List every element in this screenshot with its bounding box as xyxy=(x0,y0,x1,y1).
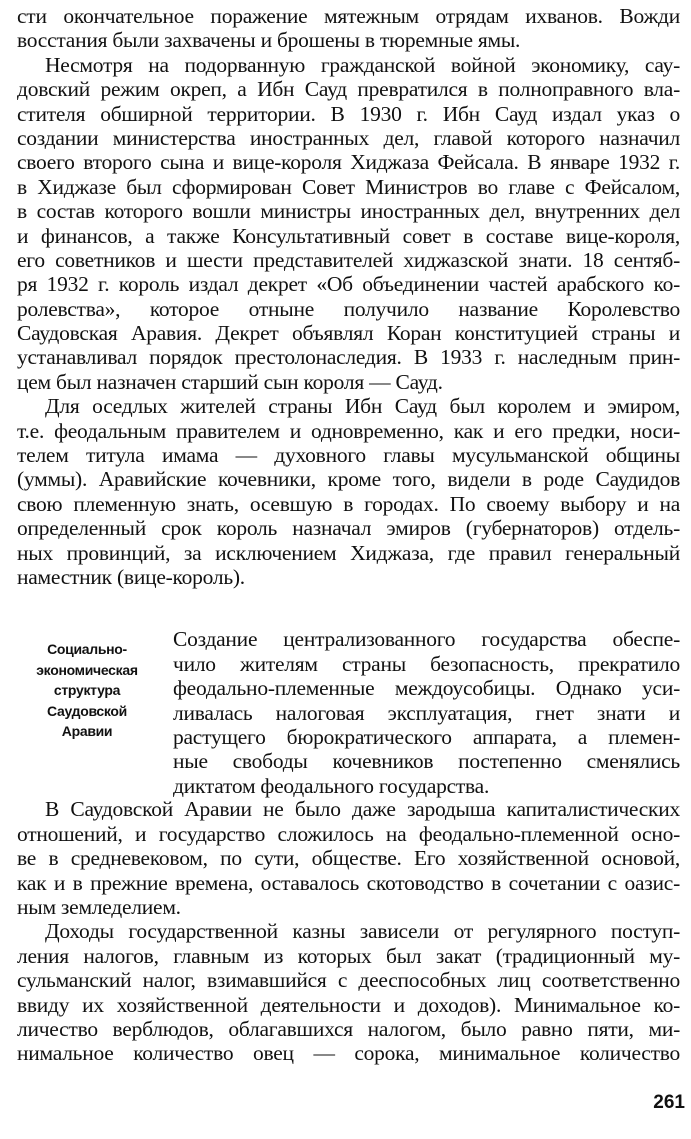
margin-heading-line: экономическая xyxy=(36,661,138,678)
text-line: нимальное количество овец — сорока, минимальное количество xyxy=(17,1041,680,1066)
text-line: диктатом феодального государства. xyxy=(173,773,490,798)
section-gap xyxy=(17,589,680,627)
paragraph xyxy=(17,394,680,589)
text-line: и финансов, а также Консультативный совет в составе вице-короля, xyxy=(17,223,680,248)
margin-heading-line: структура xyxy=(53,682,121,699)
text-line: Доходы государственной казны зависели от регулярного поступ- xyxy=(45,919,680,944)
text-line: ные свободы кочевников постепенно сменялись xyxy=(173,749,680,774)
text-line: растущего бюрократического аппарата, а племен- xyxy=(173,724,680,749)
text-line: довский режим окреп, а Ибн Сауд превратился в полноправного вла- xyxy=(17,77,680,102)
text-line: наместник (вице-король). xyxy=(17,564,245,589)
text-line: ве в средневековом, по сути, обществе. Его хозяйственной основой, xyxy=(17,846,680,871)
text-line: ря 1932 г. король издал декрет «Об объединении частей арабского ко- xyxy=(17,272,680,297)
text-line: создании министерства иностранных дел, главой которого назначил xyxy=(17,125,680,150)
text-line: в Хиджазе был сформирован Совет Министров во главе с Фейсалом, xyxy=(17,174,680,199)
text-line: свою племенную знать, осевшую в городах. По своему выбору и на xyxy=(17,491,680,516)
text-line: в состав которого вошли министры иностранных дел, внутренних дел xyxy=(17,199,680,224)
text-line: своего второго сына и вице-короля Хиджаза Фейсала. В январе 1932 г. xyxy=(17,150,680,175)
margin-heading-line: Социально- xyxy=(47,641,127,658)
text-line: ным земледелием. xyxy=(17,894,181,919)
side-section xyxy=(17,627,680,797)
text-line: Несмотря на подорванную гражданской войной экономику, сау- xyxy=(45,52,680,77)
text-line: Создание централизованного государства обеспе- xyxy=(173,627,680,652)
text-line: телем титула имама — духовного главы мусульманской общины xyxy=(17,443,680,468)
text-line: ливалась налоговая эксплуатация, гнет знати и xyxy=(173,700,680,725)
paragraph xyxy=(17,53,680,394)
main-text-top xyxy=(17,4,680,589)
paragraph xyxy=(17,4,680,53)
text-line: как и в прежние времена, оставалось скотоводство в сочетании с оазис- xyxy=(17,870,680,895)
text-line: сульманский налог, взимавшийся с дееспособных лиц соответственно xyxy=(17,968,680,993)
text-line: т.е. феодальным правителем и одновременно, как и его предки, носи- xyxy=(17,418,680,443)
side-paragraph xyxy=(173,627,680,798)
text-line: ления налогов, главным из которых был закат (традиционный му- xyxy=(17,943,680,968)
text-line: устанавливал порядок престолонаследия. В 1933 г. наследным прин- xyxy=(17,345,680,370)
text-line: стителя обширной территории. В 1930 г. Ибн Сауд издал указ о xyxy=(17,101,680,126)
text-line: ролевства», которое отныне получило название Королевство xyxy=(17,296,680,321)
text-line: ных провинций, за исключением Хиджаза, где правил генеральный xyxy=(17,540,680,565)
text-line: ввиду их хозяйственной деятельности и доходов). Минимальное ко- xyxy=(17,992,680,1017)
margin-heading xyxy=(17,639,157,742)
margin-heading-line: Аравии xyxy=(61,723,113,740)
text-line: Для оседлых жителей страны Ибн Сауд был королем и эмиром, xyxy=(45,394,680,419)
text-line: Саудовская Аравия. Декрет объявлял Коран конституцией страны и xyxy=(17,321,680,346)
main-text-bottom xyxy=(17,797,680,1065)
paragraph xyxy=(17,797,680,919)
text-line: (уммы). Аравийские кочевники, кроме того, видели в роде Саудидов xyxy=(17,467,680,492)
text-line: В Саудовской Аравии не было даже зародыша капиталистических xyxy=(45,797,680,822)
book-page xyxy=(17,4,680,1132)
text-line: отношений, и государство сложилось на феодально-племенной осно- xyxy=(17,821,680,846)
text-line: сти окончательное поражение мятежным отрядам ихванов. Вожди xyxy=(17,4,680,28)
text-line: его советников и шести представителей хиджазской знати. 18 сентяб- xyxy=(17,247,680,272)
text-line: феодально-племенные междоусобицы. Однако уси- xyxy=(173,676,680,701)
text-line: цем был назначен старший сын короля — Сауд. xyxy=(17,369,443,394)
page-number: 261 xyxy=(653,1092,685,1113)
paragraph xyxy=(17,919,680,1065)
text-line: чило жителям страны безопасность, прекратило xyxy=(173,651,680,676)
text-line: восстания были захвачены и брошены в тюремные ямы. xyxy=(17,28,521,53)
text-line: определенный срок король назначал эмиров (губернаторов) отдель- xyxy=(17,516,680,541)
margin-heading-line: Саудовской xyxy=(47,702,127,719)
text-line: личество верблюдов, облагавшихся налогом, было равно пяти, ми- xyxy=(17,1016,680,1041)
